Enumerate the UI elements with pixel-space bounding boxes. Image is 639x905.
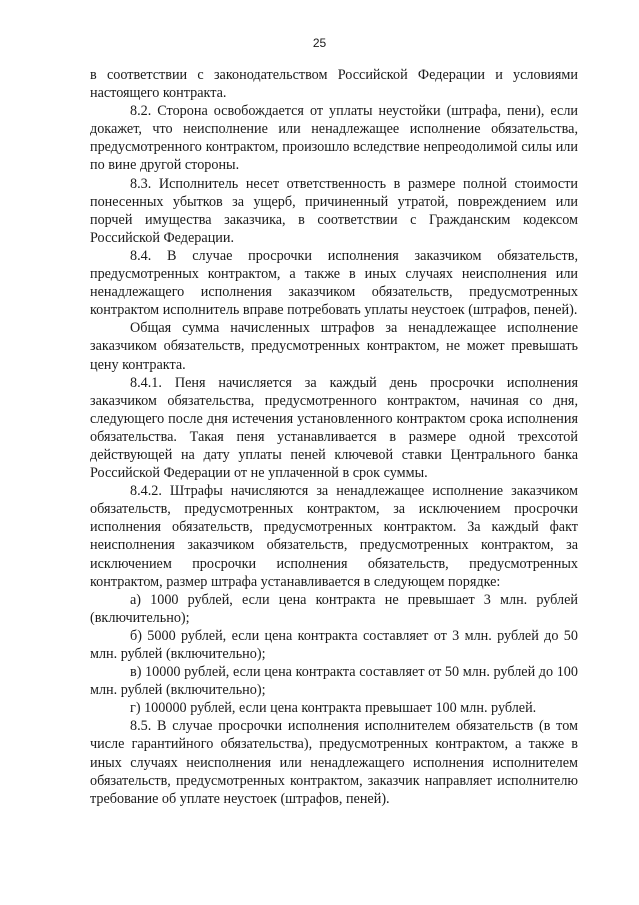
paragraph-total-fines: Общая сумма начисленных штрафов за ненадлежащее исполнение заказчиком обязательств, предусмотренных контрактом, не может превышать цену контракта. [90,320,578,373]
list-item-d: г) 100000 рублей, если цена контракта превышает 100 млн. рублей. [130,700,537,717]
list-item-c: в) 10000 рублей, если цена контракта составляет от 50 млн. рублей до 100 млн. рублей (включительно); [90,664,578,699]
paragraph-8-5: 8.5. В случае просрочки исполнения исполнителем обязательств (в том числе гарантийного обязательства), предусмотренных контрактом, а также в иных случаях неисполнения или ненадлежащего исполнения исполнителем обязательств, предусмотренных контрактом, заказчик направляет исполнителю требование об уплате неустоек (штрафов, пеней). [90,718,578,807]
list-item-a: а) 1000 рублей, если цена контракта не превышает 3 млн. рублей (включительно); [90,591,578,626]
paragraph-intro: в соответствии с законодательством Российской Федерации и условиями настоящего контракта. [90,67,578,102]
paragraph-8-2: 8.2. Сторона освобождается от уплаты неустойки (штрафа, пени), если докажет, что неисполнение или ненадлежащее исполнение обязательства, предусмотренного контрактом, произошло вследствие непреодолимой силы или по вине другой стороны. [90,103,578,174]
page-number: 25 [312,36,327,50]
document-body [90,66,578,808]
paragraph-8-4-2: 8.4.2. Штрафы начисляются за ненадлежащее исполнение заказчиком обязательств, предусмотренных контрактом, за исключением просрочки исполнения обязательств, предусмотренных контрактом. За каждый факт неисполнения заказчиком обязательств, предусмотренных контрактом, за исключением просрочки исполнения обязательств, предусмотренных контрактом, размер штрафа устанавливается в следующем порядке: [90,483,578,590]
paragraph-8-3: 8.3. Исполнитель несет ответственность в размере полной стоимости понесенных убытков за ущерб, причиненный утратой, повреждением или порчей имущества заказчика, в соответствии с Гражданским кодексом Российской Федерации. [90,175,578,246]
list-item-b: б) 5000 рублей, если цена контракта составляет от 3 млн. рублей до 50 млн. рублей (включительно); [90,627,578,662]
paragraph-8-4-1: 8.4.1. Пеня начисляется за каждый день просрочки исполнения заказчиком обязательства, предусмотренного контрактом, начиная со дня, следующего после дня истечения установленного контрактом срока исполнения обязательства. Такая пеня устанавливается в размере одной трехсотой действующей на дату уплаты пеней ключевой ставки Центрального банка Российской Федерации от не уплаченной в срок суммы. [90,374,578,482]
paragraph-8-4: 8.4. В случае просрочки исполнения заказчиком обязательств, предусмотренных контрактом, а также в иных случаях неисполнения или ненадлежащего исполнения заказчиком обязательств, предусмотренных контрактом исполнитель вправе потребовать уплаты неустоек (штрафов, пеней). [90,247,578,319]
